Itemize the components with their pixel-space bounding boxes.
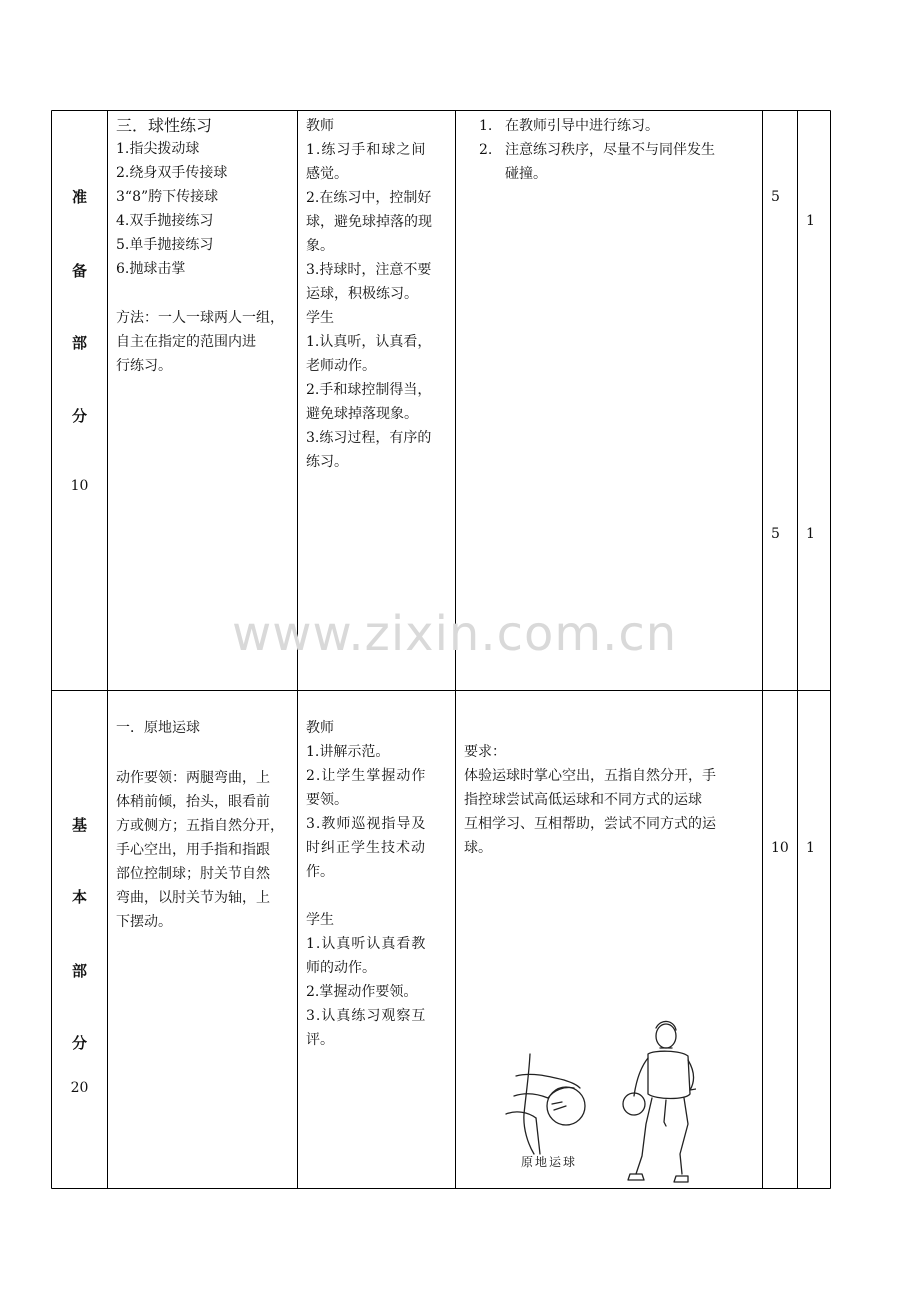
method-text: 2.让学生掌握动作 [306, 768, 427, 784]
method-text: 学生 [306, 310, 334, 326]
list-number: 1. [479, 118, 493, 134]
method-text: 1.讲解示范。 [306, 744, 390, 760]
method-text: 2.掌握动作要领。 [306, 984, 418, 1000]
method-text: 1.认真听，认真看， [306, 334, 432, 350]
section-label-char: 分 [71, 1034, 87, 1052]
content-line: 下摆动。 [116, 914, 172, 930]
requirements-line: 指控球尝试高低运球和不同方式的运球 [464, 792, 702, 808]
method-text: 2.手和球控制得当， [306, 382, 432, 398]
content-item: 3“8”胯下传接球 [116, 189, 219, 205]
content-item: 2.绕身双手传接球 [116, 165, 228, 181]
content-title: 一．原地运球 [116, 720, 200, 736]
time-value: 5 [771, 526, 780, 542]
count-value: 1 [806, 840, 815, 856]
method-text: 感觉。 [306, 166, 348, 182]
illustration-caption: 原地运球 [521, 1155, 578, 1169]
requirements-heading: 要求： [464, 744, 506, 760]
list-item: 注意练习秩序，尽量不与同伴发生 [505, 142, 715, 158]
section-minutes: 10 [70, 478, 89, 494]
content-item: 6.抛球击掌 [116, 261, 186, 277]
list-number: 2. [479, 142, 493, 158]
watermark: www.zixin.com.cn [232, 606, 678, 662]
method-text: 象。 [306, 238, 334, 254]
requirements-line: 球。 [464, 840, 492, 856]
requirements-line: 互相学习、互相帮助，尝试不同方式的运 [464, 816, 716, 832]
method-line: 自主在指定的范围内进 [116, 334, 256, 350]
method-text: 1.认真听认真看教 [306, 936, 427, 952]
section-label-char: 分 [71, 407, 87, 425]
method-text: 教师 [306, 720, 334, 736]
method-line: 方法：一人一球两人一组， [116, 310, 284, 326]
method-text: 运球，积极练习。 [306, 286, 418, 302]
time-value: 5 [771, 189, 780, 205]
method-text: 师的动作。 [306, 960, 376, 976]
list-item: 碰撞。 [505, 166, 547, 182]
method-text: 要领。 [306, 792, 348, 808]
method-text: 作。 [306, 864, 334, 880]
method-text: 评。 [306, 1032, 334, 1048]
time-value: 10 [771, 840, 789, 856]
section-minutes: 20 [70, 1080, 89, 1096]
method-text: 球，避免球掉落的现 [306, 214, 432, 230]
method-text: 1.练习手和球之间 [306, 142, 427, 158]
content-line: 手心空出，用手指和指跟 [116, 842, 270, 858]
requirements-line: 体验运球时掌心空出，五指自然分开，手 [464, 768, 716, 784]
content-line: 部位控制球；肘关节自然 [116, 866, 270, 882]
count-value: 1 [806, 526, 815, 542]
section-label-char: 部 [71, 962, 87, 980]
section-label-char: 备 [71, 262, 87, 280]
method-text: 3.练习过程，有序的 [306, 430, 432, 446]
method-text: 老师动作。 [306, 358, 376, 374]
count-value: 1 [806, 213, 815, 229]
section-label-char: 本 [71, 888, 87, 906]
section-label-char: 基 [71, 816, 87, 834]
method-text: 教师 [306, 118, 334, 134]
method-text: 3.教师巡视指导及 [306, 816, 427, 832]
content-item: 5.单手抛接练习 [116, 237, 214, 253]
content-line: 动作要领：两腿弯曲，上 [116, 770, 270, 786]
content-item: 4.双手抛接练习 [116, 213, 214, 229]
list-item: 在教师引导中进行练习。 [505, 118, 659, 134]
section-label-char: 准 [71, 188, 87, 206]
content-line: 弯曲，以肘关节为轴，上 [116, 890, 270, 906]
method-text: 2.在练习中，控制好 [306, 190, 432, 206]
section-label-char: 部 [71, 334, 87, 352]
content-line: 体稍前倾，抬头，眼看前 [116, 794, 270, 810]
method-text: 学生 [306, 912, 334, 928]
method-line: 行练习。 [116, 358, 172, 374]
method-text: 时纠正学生技术动 [306, 840, 426, 856]
content-title: 三．球性练习 [116, 116, 213, 135]
method-text: 练习。 [306, 454, 348, 470]
method-text: 避免球掉落现象。 [306, 406, 418, 422]
method-text: 3.认真练习观察互 [306, 1008, 427, 1024]
content-item: 1.指尖拨动球 [116, 141, 200, 157]
method-text: 3.持球时，注意不要 [306, 262, 432, 278]
content-line: 方或侧方；五指自然分开， [116, 818, 284, 834]
